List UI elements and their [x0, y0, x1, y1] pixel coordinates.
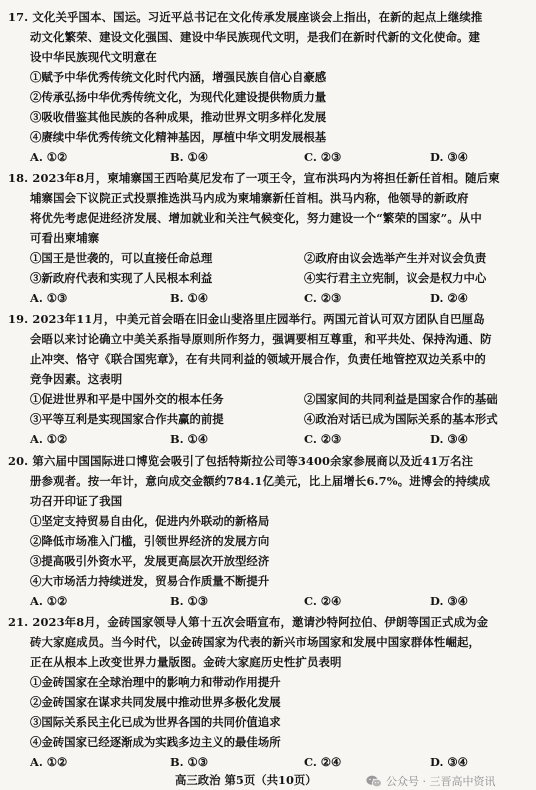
question-stem-line: 将优先考虑促进经济发展、增加就业和关注气候变化，努力建设一个“繁荣的国家”。从中 — [30, 211, 482, 225]
statement-option: ③平等互利是实现国家合作共赢的前提 — [30, 412, 224, 426]
answer-choice-a: A. ①② — [30, 432, 68, 446]
answer-choice-c: C. ②④ — [304, 594, 342, 608]
question-stem-line: 止冲突、恪守《联合国宪章》，在有共同利益的领域开展合作，负责任地管控双边关系中的 — [30, 352, 486, 366]
statement-option: ④实行君主立宪制，议会是权力中心 — [304, 271, 487, 285]
answer-choice-c: C. ②③ — [304, 291, 342, 305]
statement-option: ③国际关系民主化已成为世界各国的共同价值追求 — [30, 715, 281, 729]
statement-option: ①促进世界和平是中国外交的根本任务 — [30, 392, 224, 406]
statement-option: ②降低市场准入门槛，引领世界经济的发展方向 — [30, 534, 270, 548]
statement-option: ①国王是世袭的，可以直接任命总理 — [30, 251, 213, 265]
answer-choice-a: A. ①② — [30, 755, 68, 769]
statement-option: ①金砖国家在全球治理中的影响力和带动作用提升 — [30, 675, 281, 689]
question-stem-line: 册参观者。按一年计，意向成交金额约784.1亿美元，比上届增长6.7%。进博会的持续成 — [30, 474, 491, 488]
statement-option: ①坚定支持贸易自由化，促进内外联动的新格局 — [30, 514, 270, 528]
question-stem-line: 20. 第六届中国国际进口博览会吸引了包括特斯拉公司等3400余家参展商以及近41万名注 — [8, 454, 474, 468]
answer-choice-d: D. ③④ — [430, 432, 468, 446]
statement-option: ②传承弘扬中华优秀传统文化，为现代化建设提供物质力量 — [30, 90, 327, 104]
statement-option: ①赋予中华优秀传统文化时代内涵，增强民族自信心自豪感 — [30, 70, 327, 84]
question-stem-line: 功召开印证了我国 — [30, 494, 123, 508]
statement-option: ③吸收借鉴其他民族的各种成果，推动世界文明多样化发展 — [30, 110, 327, 124]
statement-option: ④大市场活力持续迸发，贸易合作质量不断提升 — [30, 574, 270, 588]
statement-option: ②政府由议会选举产生并对议会负责 — [304, 251, 487, 265]
statement-option: ②国家间的共同利益是国家合作的基础 — [304, 392, 498, 406]
question-stem-line: 砖大家庭成员。当今时代，以金砖国家为代表的新兴市场国家和发展中国家群体性崛起， — [30, 635, 481, 649]
statement-option: ③提高吸引外资水平，发展更高层次开放型经济 — [30, 554, 270, 568]
statement-option: ②金砖国家在谋求共同发展中推动世界多极化发展 — [30, 695, 281, 709]
answer-choice-a: A. ①② — [30, 594, 68, 608]
question-stem-line: 17. 文化关乎国本、国运。习近平总书记在文化传承发展座谈会上指出，在新的起点上继续推 — [8, 10, 483, 24]
question-stem-line: 18. 2023年8月，柬埔寨国王西哈莫尼发布了一项王令，宣布洪玛内为将担任新任首相。随后柬 — [8, 171, 500, 185]
question-stem-line: 正在从根本上改变世界力量版图。金砖大家庭历史性扩员表明 — [30, 655, 342, 669]
watermark — [366, 773, 496, 789]
answer-choice-d: D. ③④ — [430, 150, 468, 164]
watermark-text: 公众号 · 三晋高中资讯 — [386, 775, 496, 788]
answer-choice-d: D. ③④ — [430, 594, 468, 608]
answer-choice-b: B. ①④ — [170, 291, 208, 305]
answer-choice-b: B. ①③ — [170, 755, 208, 769]
answer-choice-b: B. ①③ — [170, 594, 208, 608]
statement-option: ④政治对话已成为国际关系的基本形式 — [304, 412, 498, 426]
answer-choice-d: D. ③④ — [430, 755, 468, 769]
answer-choice-d: D. ②④ — [430, 291, 468, 305]
answer-choice-a: A. ①③ — [30, 291, 68, 305]
answer-choice-b: B. ①④ — [170, 150, 208, 164]
statement-option: ③新政府代表和实现了人民根本利益 — [30, 271, 213, 285]
answer-choice-c: C. ②④ — [304, 755, 342, 769]
answer-choice-b: B. ①④ — [170, 432, 208, 446]
answer-choice-c: C. ②③ — [304, 432, 342, 446]
question-stem-line: 19. 2023年11月，中美元首会晤在旧金山斐洛里庄园举行。两国元首认可双方团队自巴厘岛 — [8, 312, 485, 326]
question-stem-line: 竞争因素。这表明 — [30, 372, 123, 386]
statement-option: ④赓续中华优秀传统文化精神基因，厚植中华文明发展根基 — [30, 130, 327, 144]
question-stem-line: 可看出柬埔寨 — [30, 231, 100, 245]
question-stem-line: 21. 2023年8月，金砖国家领导人第十五次会晤宣布，邀请沙特阿拉伯、伊朗等国正式成为金 — [8, 615, 489, 629]
question-stem-line: 会晤以来讨论确立中美关系指导原则所作努力，强调要相互尊重，和平共处、保持沟通、防 — [30, 332, 492, 346]
question-stem-line: 埔寨国会下议院正式投票推选洪马内成为柬埔寨新任首相。洪马内称，他领导的新政府 — [30, 191, 469, 205]
answer-choice-c: C. ②③ — [304, 150, 342, 164]
page-number-label: 高三政治 第5页（共10页） — [175, 773, 317, 787]
statement-option: ④金砖国家已经逐渐成为实践多边主义的最佳场所 — [30, 735, 281, 749]
question-stem-line: 动文化繁荣、建设文化强国、建设中华民族现代文明，是我们在新时代新的文化使命。建 — [30, 30, 481, 44]
answer-choice-a: A. ①② — [30, 150, 68, 164]
question-stem-line: 设中华民族现代文明意在 — [30, 50, 157, 64]
wechat-icon — [366, 775, 382, 788]
page-footer — [0, 770, 536, 790]
